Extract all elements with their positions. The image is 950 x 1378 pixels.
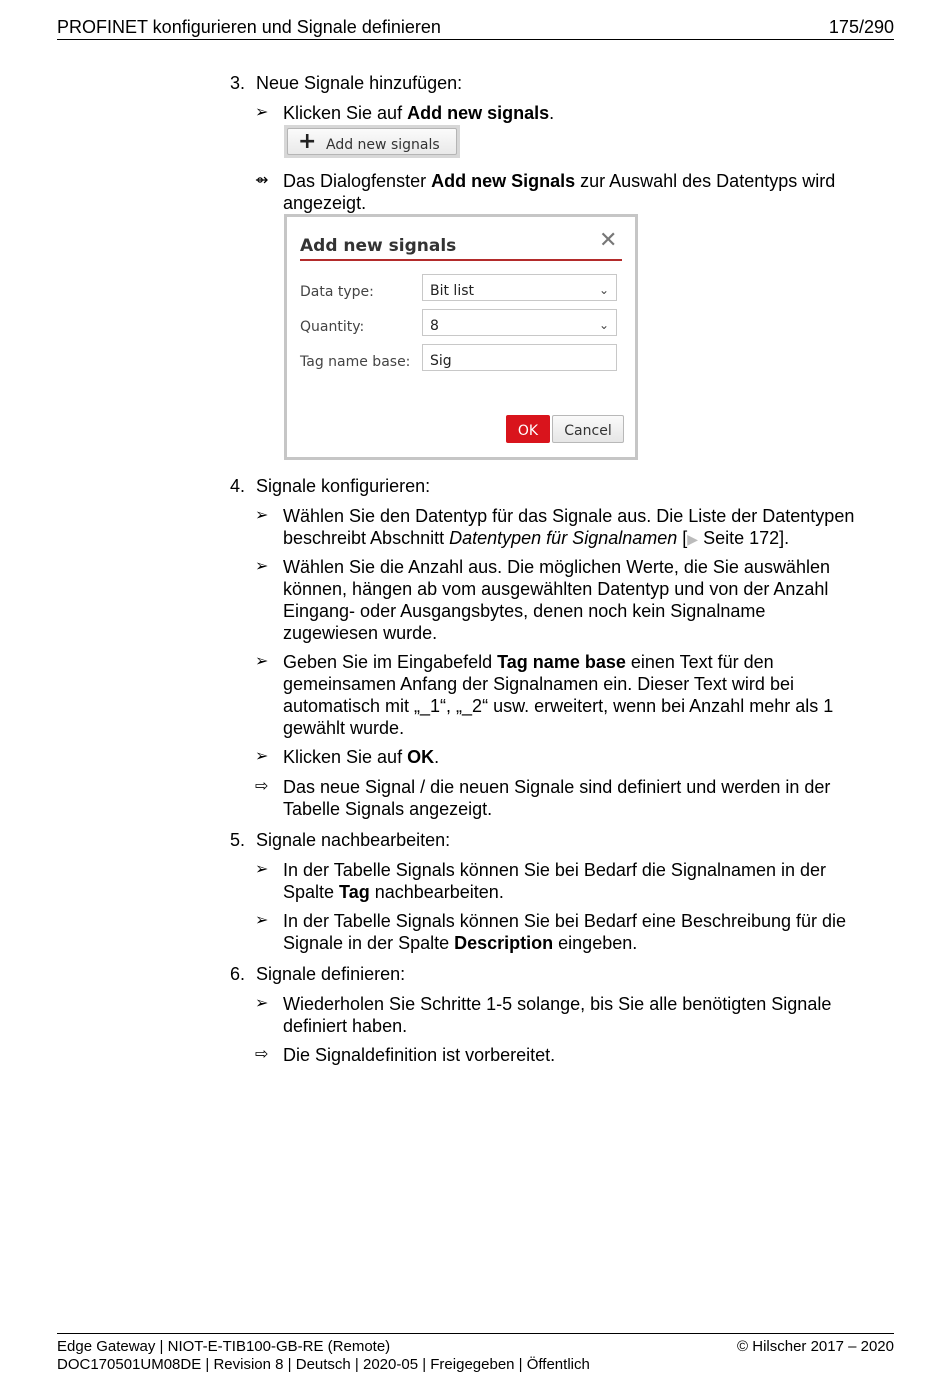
arrow-bullet-icon: ➢: [255, 748, 269, 765]
ok-button[interactable]: OK: [506, 415, 550, 443]
arrow-bullet-icon: ➢: [255, 995, 269, 1012]
chevron-down-icon: ⌄: [598, 318, 609, 332]
footer-product: Edge Gateway | NIOT-E-TIB100-GB-RE (Remote): [57, 1338, 391, 1355]
arrow-bullet-icon: ➢: [255, 861, 269, 878]
instruction-item: Wiederholen Sie Schritte 1-5 solange, bis Sie alle benötigten Signale definiert haben.: [283, 994, 832, 1036]
tag-name-base-label: Tag name base:: [300, 354, 411, 370]
page-number: 175/290: [828, 17, 894, 37]
instruction-item: Klicken Sie auf OK.: [283, 747, 440, 767]
arrow-bullet-icon: ➢: [255, 558, 269, 575]
add-new-signals-dialog: [284, 214, 638, 460]
result-item: Die Signaldefinition ist vorbereitet.: [283, 1045, 556, 1065]
data-type-select[interactable]: Bit list ⌄: [422, 274, 617, 301]
arrow-bullet-icon: ➢: [255, 653, 269, 670]
chapter-title: PROFINET konfigurieren und Signale definieren: [57, 17, 441, 37]
chevron-down-icon: ⌄: [598, 283, 609, 297]
add-new-signals-screenshot: [284, 125, 460, 158]
result-item: Das neue Signal / die neuen Signale sind definiert und werden in der Tabelle Signals angezeigt.: [283, 777, 831, 819]
result-arrow-icon: ⇴: [255, 172, 269, 189]
result-arrow-icon: ⇨: [255, 1046, 269, 1063]
step-6: 6. Signale definieren:: [230, 964, 406, 984]
page-header: [57, 14, 894, 40]
quantity-label: Quantity:: [300, 319, 365, 335]
arrow-bullet-icon: ➢: [255, 104, 269, 121]
tag-name-base-input[interactable]: Sig: [422, 344, 617, 371]
result-arrow-icon: ⇨: [255, 778, 269, 795]
instruction-item: In der Tabelle Signals können Sie bei Bedarf eine Beschreibung für die Signale in der Spalte Description eingeben.: [283, 911, 847, 953]
step-5: 5. Signale nachbearbeiten:: [230, 830, 451, 850]
step-4: 4. Signale konfigurieren:: [230, 476, 431, 496]
page-footer: [57, 1333, 894, 1373]
result-item: Das Dialogfenster Add new Signals zur Auswahl des Datentyps wird angezeigt.: [283, 171, 836, 213]
instruction-item: Wählen Sie die Anzahl aus. Die möglichen Werte, die Sie auswählen können, hängen ab vom ausgewählten Datentyp und von der Anzahl Eingang- oder Ausgangsbytes, denen noch kein Signalname zugewiesen wurde.: [283, 557, 830, 643]
arrow-bullet-icon: ➢: [255, 912, 269, 929]
footer-document-info: DOC170501UM08DE | Revision 8 | Deutsch | 2020-05 | Freigegeben | Öffentlich: [57, 1356, 590, 1373]
close-icon[interactable]: ✕: [599, 228, 618, 253]
dialog-divider: [300, 259, 622, 261]
add-new-signals-button[interactable]: + Add new signals: [287, 128, 457, 155]
instruction-item: Geben Sie im Eingabefeld Tag name base einen Text für den gemeinsamen Anfang der Signalnamen ein. Dieser Text wird bei automatisch mit „_1“, „_2“ usw. erweitert, wenn bei Anzahl mehr als 1 gewählt wurde.: [283, 652, 834, 738]
instruction-item: Klicken Sie auf Add new signals.: [283, 103, 555, 123]
data-type-label: Data type:: [300, 284, 374, 300]
page-ref-arrow-icon: ▶: [687, 531, 699, 547]
arrow-bullet-icon: ➢: [255, 507, 269, 524]
quantity-select[interactable]: 8 ⌄: [422, 309, 617, 336]
plus-icon: +: [298, 129, 317, 154]
instruction-item: In der Tabelle Signals können Sie bei Bedarf die Signalnamen in der Spalte Tag nachbearbeiten.: [283, 860, 827, 902]
dialog-title: Add new signals: [300, 236, 457, 256]
footer-copyright: © Hilscher 2017 – 2020: [737, 1338, 894, 1355]
instruction-item: Wählen Sie den Datentyp für das Signale aus. Die Liste der Datentypen beschreibt Abschnitt Datentypen für Signalnamen [▶ Seite 172].: [283, 506, 855, 548]
cancel-button[interactable]: Cancel: [552, 415, 624, 443]
step-3: 3. Neue Signale hinzufügen:: [230, 73, 463, 93]
cross-reference-link[interactable]: Datentypen für Signalnamen: [449, 528, 678, 548]
